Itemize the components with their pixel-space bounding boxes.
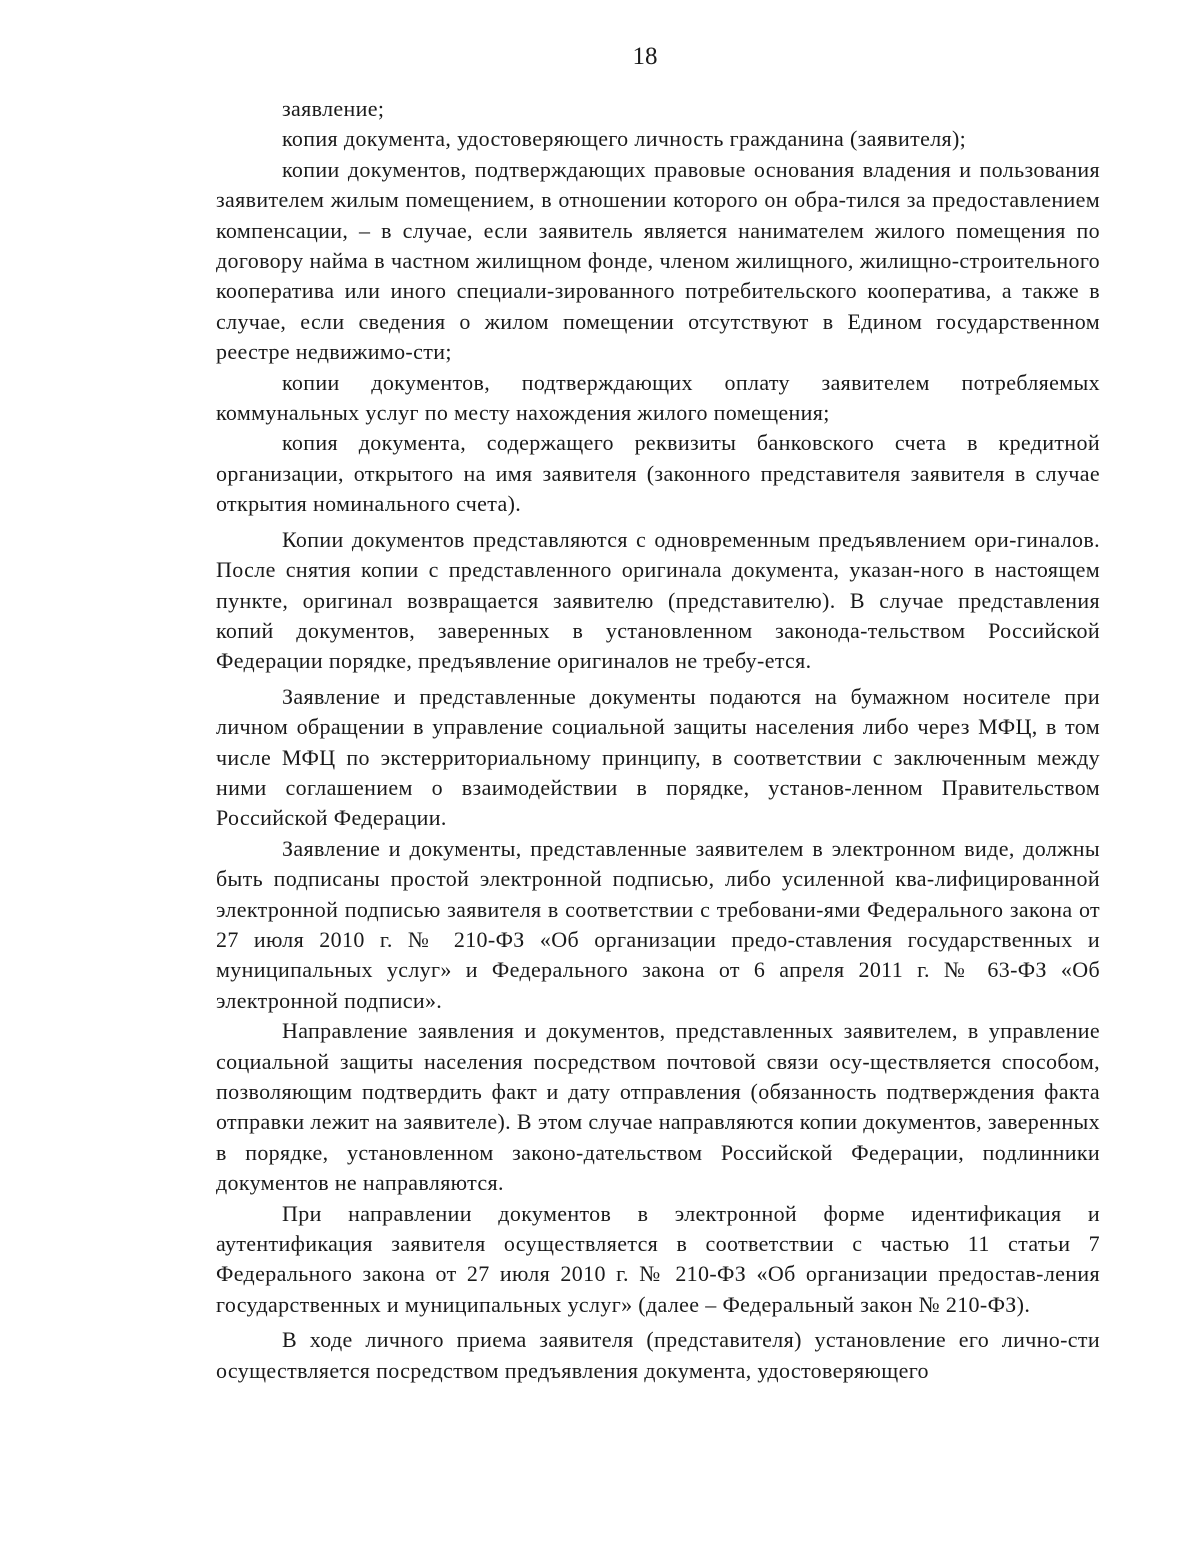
paragraph-paper-submission: Заявление и представленные документы подаются на бумажном носителе при личном обращении в управление социальной защиты населения либо через МФЦ, в том числе МФЦ по экстерриториальному принципу, в соответствии с заключенным между ними соглашением о взаимодействии в порядке, установ-ленном Правительством Российской Федерации. bbox=[216, 683, 1100, 831]
paragraph-payment-documents: копии документов, подтверждающих оплату заявителем потребляемых коммунальных услуг по месту нахождения жилого помещения; bbox=[216, 369, 1100, 426]
paragraph-bank-details: копия документа, содержащего реквизиты банковского счета в кредитной организации, открытого на имя заявителя (законного представителя заявителя в случае открытия номинального счета). bbox=[216, 430, 1100, 517]
paragraph-originals: Копии документов представляются с одновременным предъявлением ори-гиналов. После снятия копии с представленного оригинала документа, указан-ного в настоящем пункте, оригинал возвращается заявителю (представителю). В случае представления копий документов, заверенных в установленном законода-тельством Российской Федерации порядке, предъявление оригиналов не требу-ется. bbox=[216, 526, 1100, 674]
paragraph-electronic-identification: При направлении документов в электронной форме идентификация и аутентификация заявителя осуществляется в соответствии с частью 11 статьи 7 Федерального закона от 27 июля 2010 г. № 210-ФЗ «Об организации предостав-ления государственных и муниципальных услуг» (далее – Федеральный закон № 210-ФЗ). bbox=[216, 1200, 1100, 1317]
paragraph-identity-copy: копия документа, удостоверяющего личность гражданина (заявителя); bbox=[282, 126, 967, 152]
paragraph-ownership-documents: копии документов, подтверждающих правовые основания владения и пользования заявителем жилым помещением, в отношении которого он обра-тился за предоставлением компенсации, – в случае, если заявитель является нанимателем жилого помещения по договору найма в частном жилищном фонде, членом жилищного, жилищно-строительного кооператива или иного специали-зированного потребительского кооператива, а также в случае, если сведения о жилом помещении отсутствуют в Едином государственном реестре недвижимо-сти; bbox=[216, 156, 1100, 365]
document-body bbox=[216, 94, 1100, 1386]
paragraph-personal-reception: В ходе личного приема заявителя (представителя) установление его лично-сти осуществляется посредством предъявления документа, удостоверяющего bbox=[216, 1327, 1100, 1383]
paragraph-postal-submission: Направление заявления и документов, представленных заявителем, в управление социальной защиты населения посредством почтовой связи осу-ществляется способом, позволяющим подтвердить факт и дату отправления (обязанность подтверждения факта отправки лежит на заявителе). В этом случае направляются копии документов, заверенных в порядке, установленном законо-дательством Российской Федерации, подлинники документов не направляются. bbox=[216, 1018, 1100, 1196]
paragraph-electronic-signature: Заявление и документы, представленные заявителем в электронном виде, должны быть подписаны простой электронной подписью, либо усиленной ква-лифицированной электронной подписью заявителя в соответствии с требовани-ями Федерального закона от 27 июля 2010 г. № 210-ФЗ «Об организации предо-ставления государственных и муниципальных услуг» и Федерального закона от 6 апреля 2011 г. № 63-ФЗ «Об электронной подписи». bbox=[216, 835, 1100, 1013]
page-number: 18 bbox=[632, 43, 658, 70]
paragraph-application: заявление; bbox=[282, 96, 385, 121]
